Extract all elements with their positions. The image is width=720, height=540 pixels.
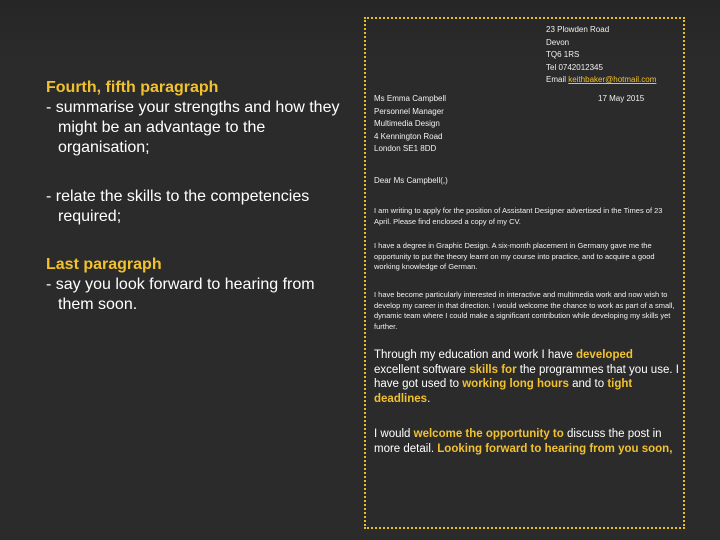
letter-paragraph-4	[374, 348, 680, 406]
letter-greeting: Dear Ms Campbell(,)	[374, 176, 448, 185]
instruction-bullet-summarise: - summarise your strengths and how they might be an advantage to the organisation;	[46, 99, 340, 156]
letter-paragraph-3: I have become particularly interested in interactive and multimedia work and now wish to develop my career in that direction. I would welcome the chance to work as part of a small, dynamic team where I could make a significant contribution while developing my skills yet further.	[374, 290, 675, 331]
recipient-city: London SE1 8DD	[374, 144, 437, 153]
recipient-name: Ms Emma Campbell	[374, 94, 447, 103]
instruction-bullet-relate-skills: - relate the skills to the competencies required;	[46, 188, 310, 225]
para4-highlight-skills-for: skills for	[469, 363, 517, 376]
para4-text-5: .	[427, 392, 431, 405]
para4-text-4: and to	[568, 378, 608, 390]
recipient-title: Personnel Manager	[374, 106, 444, 116]
recipient-address	[374, 93, 574, 156]
sender-address	[546, 24, 686, 87]
para5-highlight-looking-forward: Looking forward to hearing from you soon,	[437, 442, 673, 455]
address-line-email	[546, 74, 686, 87]
address-line-street: 23 Plowden Road	[546, 25, 610, 34]
section-heading-fourth-fifth: Fourth, fifth paragraph	[46, 79, 219, 96]
para4-highlight-developed: developed	[576, 349, 633, 361]
para4-highlight-working-long-hours: working long hours	[462, 378, 569, 390]
sample-letter	[364, 17, 685, 529]
para4-text-3: the programmes that you use. I have got used to	[374, 363, 679, 390]
para4-highlight-tight-deadlines: tight deadlines	[374, 378, 633, 405]
email-prefix: Email	[546, 75, 569, 84]
instruction-bullet-look-forward: - say you look forward to hearing from them soon.	[46, 276, 315, 313]
address-line-postcode: TQ6 1RS	[546, 50, 580, 59]
left-instruction-block-3	[46, 255, 346, 315]
letter-paragraph-5	[374, 427, 680, 456]
address-line-phone: Tel 0742012345	[546, 62, 603, 72]
left-instruction-block-2	[46, 187, 346, 227]
recipient-company: Multimedia Design	[374, 119, 440, 128]
letter-paragraph-1: I am writing to apply for the position of Assistant Designer advertised in the Times of 23 April. Please find enclosed a copy of my CV.	[374, 206, 663, 226]
para5-text-2: discuss the post in more detail.	[374, 428, 662, 455]
para5-text-1: I would	[374, 428, 414, 440]
letter-paragraph-2: I have a degree in Graphic Design. A six-month placement in Germany gave me the opportunity to put the theory learnt on my course into practice, and to acquire a good working knowledge of German.	[374, 241, 655, 271]
para5-highlight-welcome-opportunity: welcome the opportunity to	[413, 428, 564, 440]
letter-date: 17 May 2015	[598, 94, 645, 103]
para4-text-2: excellent software	[374, 363, 470, 376]
para4-text-1: Through my education and work I have	[374, 349, 577, 361]
email-link[interactable]: keithbaker@hotmail.com	[568, 75, 657, 84]
address-line-county: Devon	[546, 37, 570, 47]
section-heading-last-paragraph: Last paragraph	[46, 256, 162, 273]
recipient-street: 4 Kennington Road	[374, 131, 443, 141]
left-instruction-block-1	[46, 78, 346, 158]
